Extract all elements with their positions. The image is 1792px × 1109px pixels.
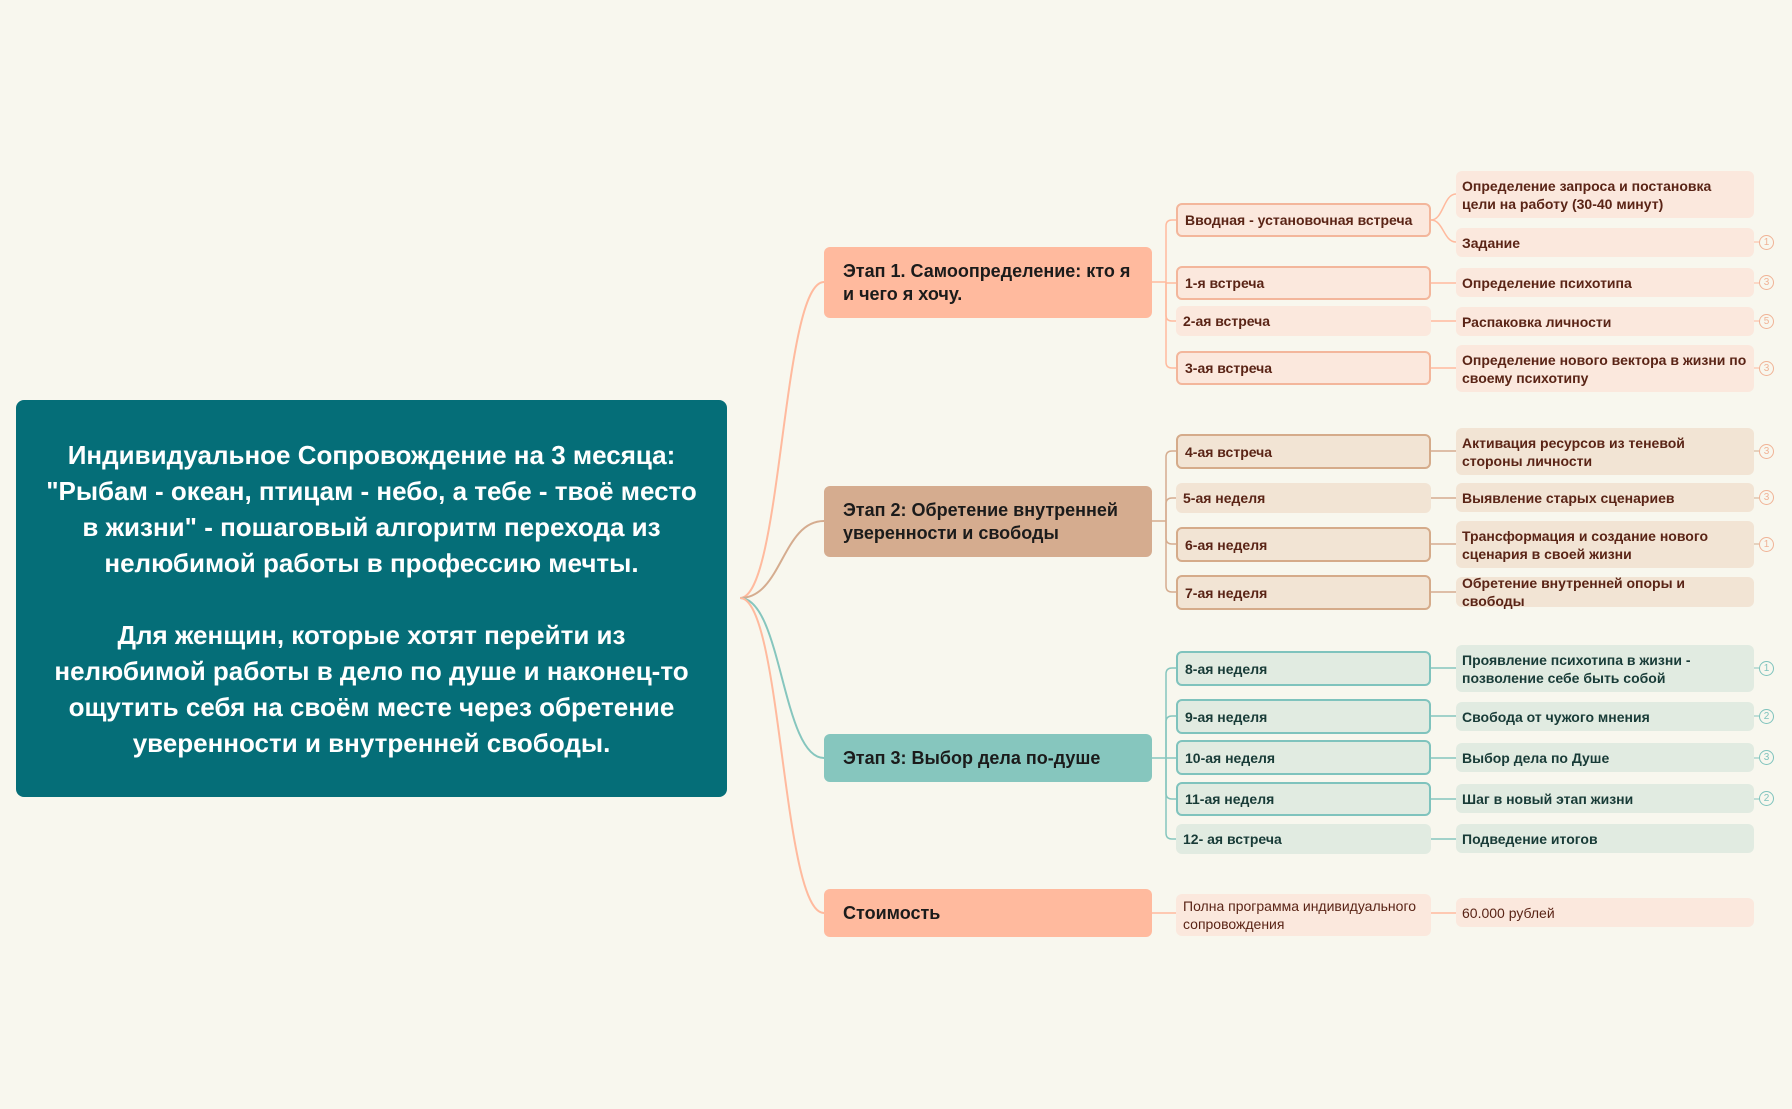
meeting-2-detail-text: Распаковка личности [1462, 313, 1612, 330]
meeting-4-label: 4-ая встреча [1185, 443, 1273, 460]
central-topic[interactable] [16, 400, 727, 797]
meeting-1-detail-text: Определение психотипа [1462, 274, 1632, 291]
attachment-count-badge[interactable]: 3 [1759, 361, 1774, 376]
meeting-4-detail[interactable] [1456, 428, 1754, 475]
week-10-detail-text: Выбор дела по Душе [1462, 749, 1610, 766]
week-9-label: 9-ая неделя [1185, 708, 1268, 725]
central-topic-audience: Для женщин, которые хотят перейти из нелюбимой работы в дело по душе и наконец-то ощутить себя на своём месте через обретение уверенности и внутренней свободы. [54, 619, 689, 758]
stage-3-week-8[interactable] [1176, 651, 1431, 686]
week-6-label: 6-ая неделя [1185, 536, 1268, 553]
week-9-detail-text: Свобода от чужого мнения [1462, 708, 1650, 725]
week-8-detail-text: Проявление психотипа в жизни - позволение себе быть собой [1462, 651, 1691, 686]
week-10-label: 10-ая неделя [1185, 749, 1276, 766]
intro-meeting-task[interactable] [1456, 228, 1754, 257]
week-7-label: 7-ая неделя [1185, 584, 1268, 601]
meeting-2-detail[interactable] [1456, 307, 1754, 336]
meeting-3-detail-text: Определение нового вектора в жизни по своему психотипу [1462, 351, 1747, 386]
week-6-detail-text: Трансформация и создание нового сценария в своей жизни [1462, 527, 1709, 562]
intro-meeting-label: Вводная - установочная встреча [1185, 212, 1413, 228]
meeting-12-label: 12- ая встреча [1183, 831, 1282, 847]
week-7-detail-text: Обретение внутренней опоры и свободы [1462, 575, 1686, 609]
attachment-count-badge[interactable]: 3 [1759, 444, 1774, 459]
connector-line [1166, 220, 1176, 282]
stage-2-label: Этап 2: Обретение внутренней уверенности и свободы [843, 499, 1118, 543]
connector-line [1431, 194, 1456, 220]
attachment-count-badge[interactable]: 3 [1759, 490, 1774, 505]
meeting-3-detail[interactable] [1456, 345, 1754, 392]
week-5-label: 5-ая неделя [1183, 490, 1266, 506]
attachment-count-badge[interactable]: 2 [1759, 791, 1774, 806]
connector-line [740, 282, 824, 598]
connector-line [1166, 521, 1176, 544]
stage-2-week-6[interactable] [1176, 527, 1431, 562]
meeting-12-detail[interactable] [1456, 824, 1754, 853]
stage-3-week-10[interactable] [1176, 740, 1431, 775]
week-11-detail[interactable] [1456, 784, 1754, 813]
stage-3-meeting-12[interactable] [1176, 824, 1431, 854]
stage-1-intro-meeting[interactable] [1176, 203, 1431, 237]
week-9-detail[interactable] [1456, 702, 1754, 731]
connector-line [1166, 716, 1176, 758]
central-topic-title: Индивидуальное Сопровождение на 3 месяца: "Рыбам - океан, птицам - небо, а тебе - твоё место в жизни" - пошаговый алгоритм перехода из нелюбимой работы в профессию мечты. [46, 439, 697, 578]
stage-3-label: Этап 3: Выбор дела по-душе [843, 747, 1101, 768]
week-5-detail-text: Выявление старых сценариев [1462, 489, 1675, 506]
stage-2-meeting-4[interactable] [1176, 434, 1431, 469]
attachment-count-badge[interactable]: 3 [1759, 275, 1774, 290]
stage-1-meeting-3[interactable] [1176, 351, 1431, 385]
stage-1-meeting-1[interactable] [1176, 266, 1431, 300]
cost-price[interactable] [1456, 898, 1754, 927]
stage-3-topic[interactable] [824, 734, 1152, 782]
connector-line [1166, 498, 1176, 521]
cost-topic[interactable] [824, 889, 1152, 937]
meeting-3-label: 3-ая встреча [1185, 360, 1273, 376]
meeting-12-detail-text: Подведение итогов [1462, 830, 1598, 847]
stage-1-label: Этап 1. Самоопределение: кто я и чего я хочу. [843, 260, 1131, 304]
attachment-count-badge[interactable]: 1 [1759, 235, 1774, 250]
connector-line [1166, 451, 1176, 521]
attachment-count-badge[interactable]: 3 [1759, 750, 1774, 765]
attachment-count-badge[interactable]: 1 [1759, 537, 1774, 552]
stage-2-week-7[interactable] [1176, 575, 1431, 610]
stage-3-week-11[interactable] [1176, 782, 1431, 816]
attachment-count-badge[interactable]: 2 [1759, 709, 1774, 724]
connector-line [1166, 758, 1176, 799]
connector-line [1166, 521, 1176, 592]
week-10-detail[interactable] [1456, 743, 1754, 772]
cost-label: Стоимость [843, 902, 941, 923]
connector-line [1431, 220, 1456, 242]
connector-line [740, 598, 824, 758]
meeting-1-detail[interactable] [1456, 268, 1754, 297]
connector-line [740, 598, 824, 913]
connector-line [1166, 668, 1176, 758]
week-11-label: 11-ая неделя [1185, 791, 1275, 807]
stage-2-week-5[interactable] [1176, 483, 1431, 513]
attachment-count-badge[interactable]: 5 [1759, 314, 1774, 329]
meeting-2-label: 2-ая встреча [1183, 313, 1271, 329]
week-11-detail-text: Шаг в новый этап жизни [1462, 790, 1634, 807]
connector-line [1166, 282, 1176, 321]
stage-2-topic[interactable] [824, 486, 1152, 557]
week-8-label: 8-ая неделя [1185, 660, 1268, 677]
week-7-detail[interactable] [1456, 577, 1754, 607]
cost-program-text: Полна программа индивидуального сопровождения [1183, 898, 1417, 932]
week-6-detail[interactable] [1456, 521, 1754, 568]
intro-meeting-goal-text: Определение запроса и постановка цели на работу (30-40 минут) [1462, 177, 1712, 212]
cost-price-text: 60.000 рублей [1462, 904, 1555, 921]
intro-meeting-task-text: Задание [1462, 234, 1521, 251]
week-8-detail[interactable] [1456, 645, 1754, 692]
stage-1-meeting-2[interactable] [1176, 306, 1431, 336]
week-5-detail[interactable] [1456, 483, 1754, 512]
attachment-count-badge[interactable]: 1 [1759, 661, 1774, 676]
cost-program[interactable] [1176, 894, 1431, 936]
intro-meeting-goal[interactable] [1456, 171, 1754, 218]
stage-3-week-9[interactable] [1176, 699, 1431, 734]
meeting-4-detail-text: Активация ресурсов из теневой стороны личности [1462, 434, 1685, 469]
connector-line [1166, 282, 1176, 368]
stage-1-topic[interactable] [824, 247, 1152, 318]
meeting-1-label: 1-я встреча [1185, 275, 1265, 291]
